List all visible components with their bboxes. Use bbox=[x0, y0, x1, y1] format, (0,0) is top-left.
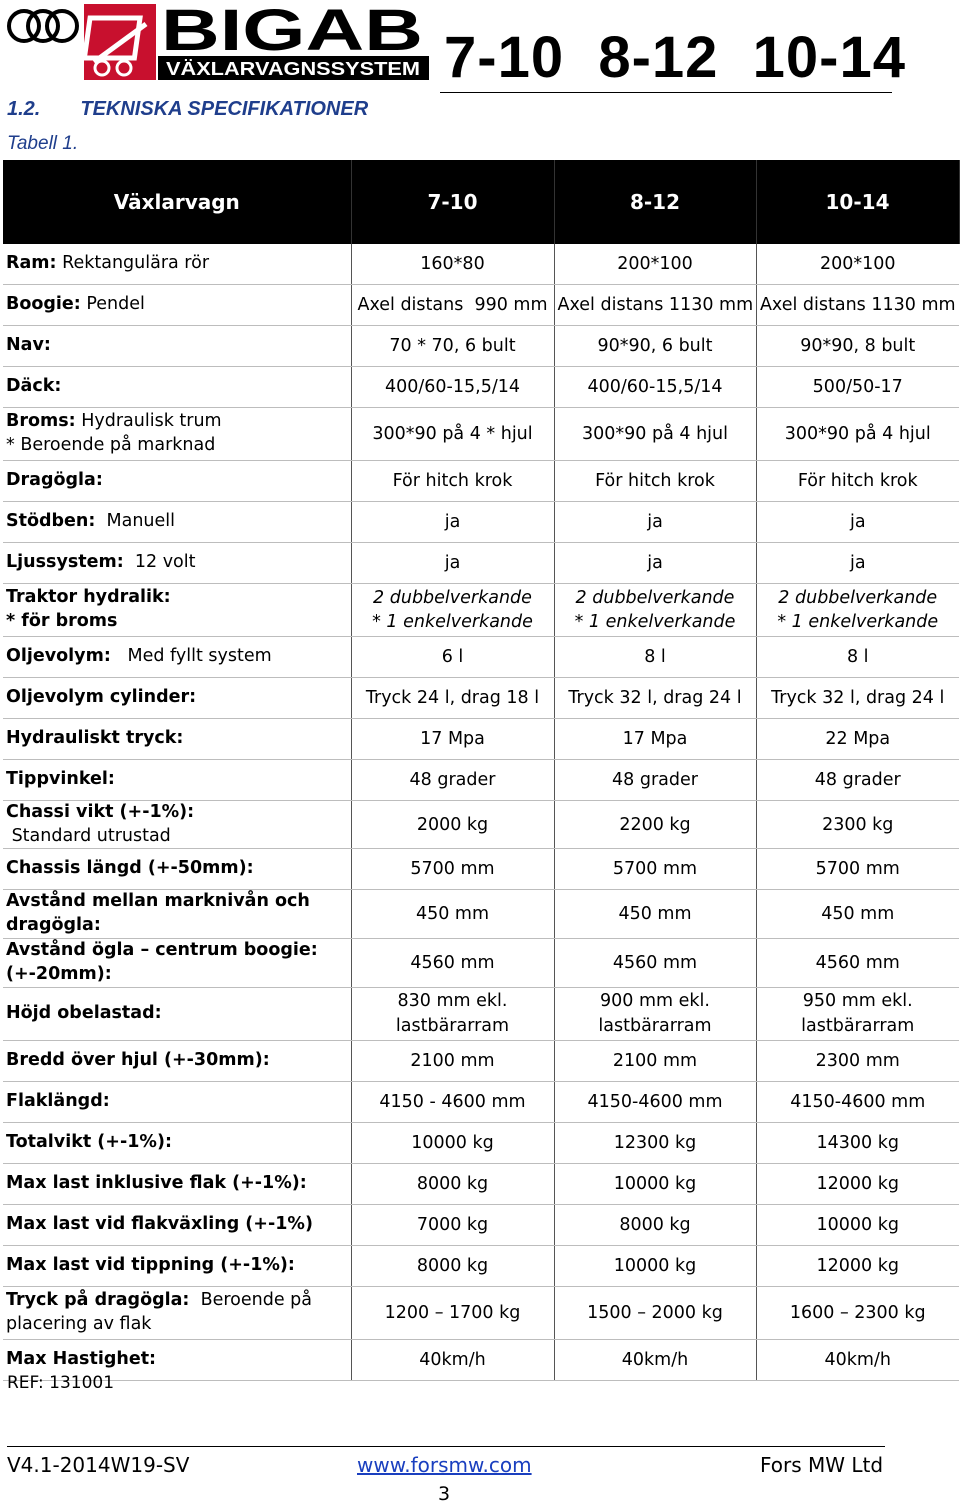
row-label-detail: Hydraulisk trum bbox=[75, 411, 222, 432]
value-cell bbox=[554, 584, 756, 637]
value-cell: 40km/h bbox=[351, 1339, 554, 1380]
header-cell-7-10: 7-10 bbox=[351, 160, 554, 244]
row-label-bold: Boogie: bbox=[6, 294, 81, 315]
row-label bbox=[3, 1040, 351, 1081]
value-cell: 14300 kg bbox=[756, 1122, 959, 1163]
table-row bbox=[3, 1163, 959, 1204]
value-line1: 2 dubbelverkande bbox=[373, 587, 532, 608]
models-title: 7-10 8-12 10-14 bbox=[444, 25, 906, 90]
value-cell: 6 l bbox=[351, 637, 554, 678]
value-cell: 7000 kg bbox=[351, 1204, 554, 1245]
value-cell: 2200 kg bbox=[554, 801, 756, 849]
value-cell: 10000 kg bbox=[756, 1204, 959, 1245]
table-row bbox=[3, 502, 959, 543]
row-label-bold: Ljussystem: bbox=[6, 552, 124, 573]
row-label-bold: Oljevolym cylinder: bbox=[6, 687, 197, 708]
value-cell: 300*90 på 4 * hjul bbox=[351, 408, 554, 461]
table-header-row bbox=[3, 160, 959, 244]
value-cell: 8 l bbox=[554, 637, 756, 678]
table-row bbox=[3, 890, 959, 938]
value-cell: 12000 kg bbox=[756, 1245, 959, 1286]
value-cell: 2300 kg bbox=[756, 801, 959, 849]
reference-number: REF: 131001 bbox=[7, 1373, 115, 1393]
value-line1: 2 dubbelverkande bbox=[575, 587, 735, 608]
row-label bbox=[3, 719, 351, 760]
row-label-line2: (+-20mm): bbox=[6, 963, 112, 984]
value-cell: ja bbox=[554, 502, 756, 543]
value-cell: 10000 kg bbox=[351, 1122, 554, 1163]
row-label-bold: Höjd obelastad: bbox=[6, 1002, 162, 1023]
table-row bbox=[3, 326, 959, 367]
value-cell bbox=[756, 987, 959, 1040]
table-caption: Tabell 1. bbox=[7, 133, 79, 154]
value-cell: Axel distans 1130 mm bbox=[756, 285, 959, 326]
section-title: TEKNISKA SPECIFIKATIONER bbox=[80, 98, 369, 120]
row-label-bold: Max last inklusive flak (+-1%): bbox=[6, 1172, 307, 1193]
table-row bbox=[3, 938, 959, 987]
table-row bbox=[3, 1204, 959, 1245]
row-label-bold: Max last vid flakväxling (+-1%) bbox=[6, 1213, 313, 1234]
value-line1: 830 mm ekl. bbox=[397, 991, 508, 1011]
value-line2: * 1 enkelverkande bbox=[777, 612, 939, 632]
value-cell: Tryck 32 l, drag 24 l bbox=[554, 678, 756, 719]
value-cell: ja bbox=[756, 543, 959, 584]
footer-divider bbox=[7, 1446, 885, 1447]
row-label bbox=[3, 244, 351, 285]
table-row bbox=[3, 987, 959, 1040]
row-label-detail: Beroende på bbox=[189, 1289, 312, 1310]
row-label-bold: Tryck på dragögla: bbox=[6, 1289, 190, 1310]
table-row bbox=[3, 801, 959, 849]
row-label bbox=[3, 637, 351, 678]
footer-company: Fors MW Ltd bbox=[760, 1453, 884, 1477]
row-label bbox=[3, 1286, 351, 1339]
section-heading bbox=[7, 98, 368, 121]
row-label-detail: Rektangulära rör bbox=[56, 253, 210, 274]
value-cell: För hitch krok bbox=[351, 461, 554, 502]
value-cell: 48 grader bbox=[554, 760, 756, 801]
value-cell: 1500 – 2000 kg bbox=[554, 1286, 756, 1339]
row-label-bold: Däck: bbox=[6, 376, 62, 397]
value-cell: ja bbox=[351, 502, 554, 543]
row-label bbox=[3, 408, 351, 461]
value-cell: 160*80 bbox=[351, 244, 554, 285]
value-line2: lastbärarram bbox=[395, 1015, 510, 1036]
value-cell: ja bbox=[554, 543, 756, 584]
spec-table bbox=[3, 160, 960, 1381]
value-cell: Tryck 32 l, drag 24 l bbox=[756, 678, 959, 719]
value-cell: 40km/h bbox=[554, 1339, 756, 1380]
value-cell: Axel distans 1130 mm bbox=[554, 285, 756, 326]
value-cell: 10000 kg bbox=[554, 1245, 756, 1286]
value-cell: 4150 - 4600 mm bbox=[351, 1081, 554, 1122]
row-label-detail: Pendel bbox=[80, 294, 145, 315]
value-cell: 12300 kg bbox=[554, 1122, 756, 1163]
table-row bbox=[3, 1081, 959, 1122]
value-cell: ja bbox=[351, 543, 554, 584]
value-cell: 8 l bbox=[756, 637, 959, 678]
row-label-bold: Broms: bbox=[6, 411, 76, 432]
table-row bbox=[3, 367, 959, 408]
row-label bbox=[3, 1204, 351, 1245]
value-cell bbox=[351, 584, 554, 637]
footer-website-link[interactable]: www.forsmw.com bbox=[357, 1453, 532, 1477]
table-row bbox=[3, 408, 959, 461]
value-line1: 900 mm ekl. bbox=[600, 991, 710, 1011]
row-label-bold: Dragögla: bbox=[6, 470, 103, 491]
value-cell: 70 * 70, 6 bult bbox=[351, 326, 554, 367]
value-cell: 5700 mm bbox=[351, 849, 554, 890]
value-cell: 8000 kg bbox=[351, 1163, 554, 1204]
row-label-bold: Flaklängd: bbox=[6, 1090, 110, 1111]
row-label-bold: Stödben: bbox=[6, 511, 96, 532]
row-label-bold: Chassi vikt (+-1%): bbox=[6, 802, 195, 822]
header-cell-vehicle: Växlarvagn bbox=[3, 160, 351, 244]
row-label-line2: * för broms bbox=[6, 611, 118, 631]
value-line1: 2 dubbelverkande bbox=[778, 587, 938, 608]
row-label-bold: Nav: bbox=[6, 335, 51, 356]
row-label bbox=[3, 849, 351, 890]
value-cell: 12000 kg bbox=[756, 1163, 959, 1204]
value-cell: 22 Mpa bbox=[756, 719, 959, 760]
table-row bbox=[3, 1339, 959, 1380]
row-label-bold: Avstånd ögla – centrum boogie: bbox=[6, 939, 318, 960]
bigab-logo bbox=[84, 4, 429, 80]
value-line2: * 1 enkelverkande bbox=[372, 612, 533, 632]
row-label bbox=[3, 326, 351, 367]
value-cell: 4560 mm bbox=[554, 938, 756, 987]
row-label-line2: placering av flak bbox=[6, 1313, 152, 1334]
table-row bbox=[3, 461, 959, 502]
value-cell: 1600 – 2300 kg bbox=[756, 1286, 959, 1339]
value-cell: 300*90 på 4 hjul bbox=[554, 408, 756, 461]
value-cell: 90*90, 8 bult bbox=[756, 326, 959, 367]
value-cell: 5700 mm bbox=[756, 849, 959, 890]
table-row bbox=[3, 1245, 959, 1286]
row-label-bold: Max last vid tippning (+-1%): bbox=[6, 1254, 295, 1275]
table-row bbox=[3, 719, 959, 760]
row-label-bold: Oljevolym: bbox=[6, 646, 111, 667]
value-line1: 950 mm ekl. bbox=[802, 991, 913, 1011]
table-row bbox=[3, 1122, 959, 1163]
row-label-detail: Med fyllt system bbox=[110, 646, 272, 667]
value-cell: 450 mm bbox=[756, 890, 959, 938]
value-cell: 90*90, 6 bult bbox=[554, 326, 756, 367]
table-row bbox=[3, 678, 959, 719]
value-cell: 40km/h bbox=[756, 1339, 959, 1380]
value-cell: 1200 – 1700 kg bbox=[351, 1286, 554, 1339]
value-cell: 5700 mm bbox=[554, 849, 756, 890]
value-cell: 200*100 bbox=[756, 244, 959, 285]
row-label-bold: Bredd över hjul (+-30mm): bbox=[6, 1049, 270, 1070]
value-cell bbox=[554, 987, 756, 1040]
row-label-bold: Traktor hydralik: bbox=[6, 587, 171, 608]
value-line2: lastbärarram bbox=[598, 1015, 712, 1036]
header-cell-8-12: 8-12 bbox=[554, 160, 756, 244]
value-line2: lastbärarram bbox=[801, 1015, 915, 1036]
page-header bbox=[0, 0, 960, 96]
footer-version: V4.1-2014W19-SV bbox=[7, 1453, 190, 1477]
section-number: 1.2. bbox=[7, 98, 41, 120]
value-cell: 48 grader bbox=[351, 760, 554, 801]
row-label-line2: * Beroende på marknad bbox=[6, 435, 216, 455]
table-row bbox=[3, 244, 959, 285]
header-divider bbox=[440, 92, 892, 93]
value-cell: 450 mm bbox=[554, 890, 756, 938]
value-cell: ja bbox=[756, 502, 959, 543]
value-cell: 4150-4600 mm bbox=[554, 1081, 756, 1122]
value-cell: För hitch krok bbox=[756, 461, 959, 502]
value-cell bbox=[756, 584, 959, 637]
value-cell: 2000 kg bbox=[351, 801, 554, 849]
value-cell: 400/60-15,5/14 bbox=[554, 367, 756, 408]
value-cell: 200*100 bbox=[554, 244, 756, 285]
row-label-bold: Totalvikt (+-1%): bbox=[6, 1131, 172, 1152]
table-row bbox=[3, 637, 959, 678]
value-cell: 400/60-15,5/14 bbox=[351, 367, 554, 408]
row-label-detail: Manuell bbox=[95, 511, 175, 532]
table-row bbox=[3, 1040, 959, 1081]
row-label-bold: Hydrauliskt tryck: bbox=[6, 728, 184, 749]
row-label-bold: Avstånd mellan marknivån och dragögla: bbox=[6, 891, 310, 935]
value-cell: 2300 mm bbox=[756, 1040, 959, 1081]
value-cell: 17 Mpa bbox=[554, 719, 756, 760]
header-cell-10-14: 10-14 bbox=[756, 160, 959, 244]
value-cell: 450 mm bbox=[351, 890, 554, 938]
table-row bbox=[3, 849, 959, 890]
page-number: 3 bbox=[438, 1483, 451, 1505]
row-label bbox=[3, 543, 351, 584]
table-row bbox=[3, 584, 959, 637]
row-label-bold: Tippvinkel: bbox=[6, 769, 115, 790]
value-cell: 10000 kg bbox=[554, 1163, 756, 1204]
row-label bbox=[3, 285, 351, 326]
value-cell: 48 grader bbox=[756, 760, 959, 801]
row-label bbox=[3, 502, 351, 543]
logo-text: BIGAB bbox=[161, 4, 423, 63]
value-cell: 2100 mm bbox=[351, 1040, 554, 1081]
table-row bbox=[3, 1286, 959, 1339]
value-cell: 17 Mpa bbox=[351, 719, 554, 760]
row-label-detail: Standard utrustad bbox=[6, 825, 171, 846]
row-label-bold: Ram: bbox=[6, 253, 57, 274]
row-label bbox=[3, 890, 351, 938]
row-label-bold: Max Hastighet: bbox=[6, 1348, 157, 1369]
row-label bbox=[3, 461, 351, 502]
value-line2: * 1 enkelverkande bbox=[574, 612, 736, 632]
value-cell bbox=[351, 987, 554, 1040]
value-cell: Tryck 24 l, drag 18 l bbox=[351, 678, 554, 719]
value-cell: 4150-4600 mm bbox=[756, 1081, 959, 1122]
row-label bbox=[3, 987, 351, 1040]
value-cell: För hitch krok bbox=[554, 461, 756, 502]
row-label bbox=[3, 1245, 351, 1286]
value-cell: 500/50-17 bbox=[756, 367, 959, 408]
row-label-bold: Chassis längd (+-50mm): bbox=[6, 858, 254, 879]
row-label bbox=[3, 1122, 351, 1163]
row-label bbox=[3, 760, 351, 801]
row-label bbox=[3, 584, 351, 637]
value-cell: 4560 mm bbox=[351, 938, 554, 987]
row-label bbox=[3, 1081, 351, 1122]
rings-logo-icon bbox=[6, 6, 80, 46]
row-label bbox=[3, 367, 351, 408]
row-label bbox=[3, 801, 351, 849]
value-cell: 300*90 på 4 hjul bbox=[756, 408, 959, 461]
row-label bbox=[3, 678, 351, 719]
value-cell: 2100 mm bbox=[554, 1040, 756, 1081]
value-cell: 8000 kg bbox=[554, 1204, 756, 1245]
logo-subtitle: VÄXLARVAGNSSYSTEM bbox=[166, 59, 420, 79]
table-row bbox=[3, 760, 959, 801]
row-label-detail: 12 volt bbox=[123, 552, 196, 573]
value-cell: Axel distans 990 mm bbox=[351, 285, 554, 326]
value-cell: 4560 mm bbox=[756, 938, 959, 987]
table-row bbox=[3, 285, 959, 326]
value-cell: 8000 kg bbox=[351, 1245, 554, 1286]
row-label bbox=[3, 938, 351, 987]
row-label bbox=[3, 1163, 351, 1204]
table-row bbox=[3, 543, 959, 584]
